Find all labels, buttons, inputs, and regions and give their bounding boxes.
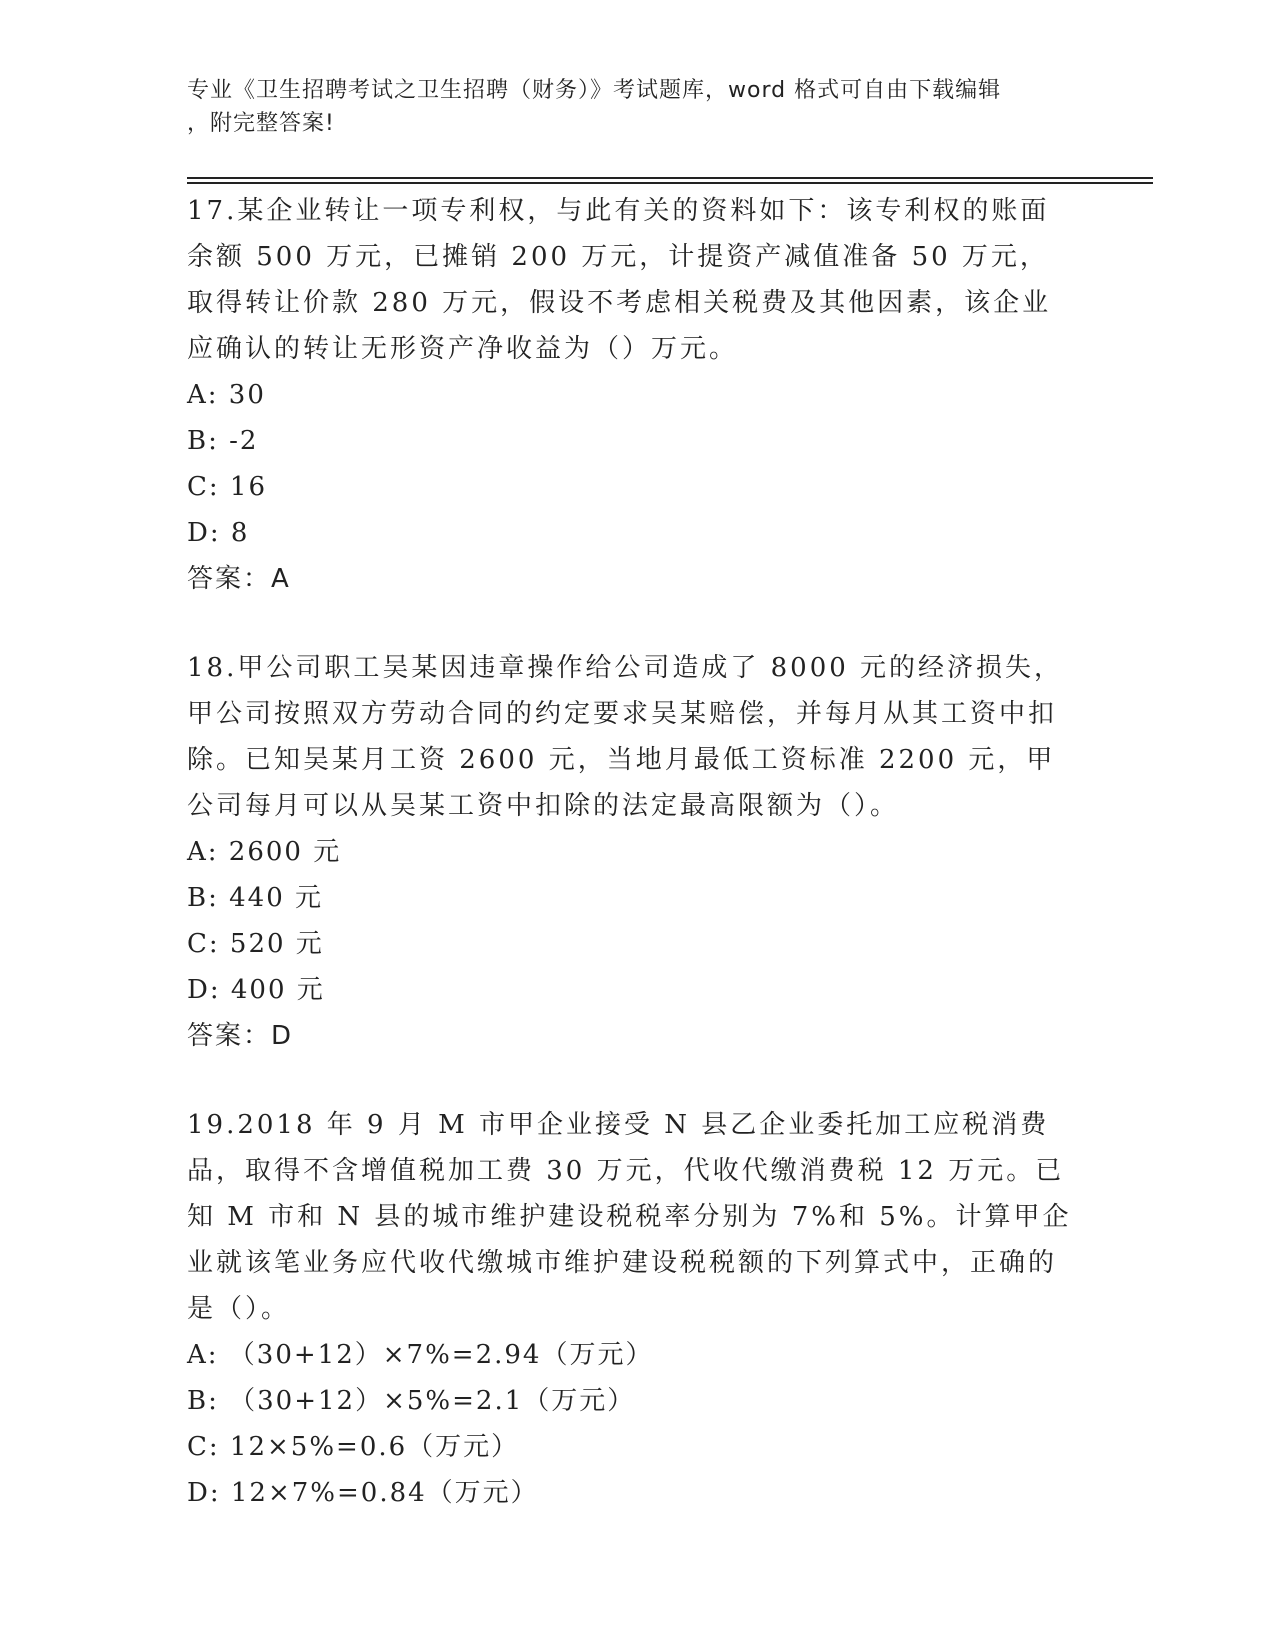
option-d: D: 12×7%=0.84（万元） [187, 1478, 539, 1508]
option-c: C: 16 [187, 472, 268, 502]
option-d: D: 400 元 [187, 975, 325, 1005]
question-19 [187, 1102, 1077, 1516]
answer-line: 答案：A [187, 564, 291, 594]
question-stem: 19.2018 年 9 月 M 市甲企业接受 N 县乙企业委托加工应税消费品，取得不含增值税加工费 30 万元，代收代缴消费税 12 万元。已知 M 市和 N 县的城市维护建设税税率分别为 7%和 5%。计算甲企业就该笔业务应代收代缴城市维护建设税税额的下列算式中，正确的是（）。 [187, 1110, 1072, 1324]
header-divider-bottom [187, 182, 1153, 184]
header-line-1: 专业《卫生招聘考试之卫生招聘（财务）》考试题库，word 格式可自由下载编辑 [187, 78, 1002, 103]
option-d: D: 8 [187, 518, 250, 548]
question-stem: 18.甲公司职工吴某因违章操作给公司造成了 8000 元的经济损失，甲公司按照双方劳动合同的约定要求吴某赔偿，并每月从其工资中扣除。已知吴某月工资 2600 元，当地月最低工资标准 2200 元，甲公司每月可以从吴某工资中扣除的法定最高限额为（）。 [187, 653, 1064, 821]
header-divider-top [187, 177, 1153, 179]
question-stem: 17.某企业转让一项专利权，与此有关的资料如下：该专利权的账面余额 500 万元，已摊销 200 万元，计提资产减值准备 50 万元，取得转让价款 280 万元，假设不考虑相关税费及其他因素，该企业应确认的转让无形资产净收益为（）万元。 [187, 196, 1052, 364]
answer-line: 答案：D [187, 1021, 294, 1051]
option-a: A: （30+12）×7%=2.94（万元） [187, 1340, 654, 1370]
option-a: A: 2600 元 [187, 837, 342, 867]
question-18 [187, 645, 1077, 1059]
option-a: A: 30 [187, 380, 266, 410]
option-list [187, 829, 1077, 1013]
option-c: C: 12×5%=0.6（万元） [187, 1432, 520, 1462]
option-list [187, 1332, 1077, 1516]
header-line-2: ，附完整答案! [187, 111, 335, 136]
question-17 [187, 188, 1077, 602]
option-b: B: 440 元 [187, 883, 324, 913]
document-header [187, 74, 1067, 140]
option-b: B: （30+12）×5%=2.1（万元） [187, 1386, 636, 1416]
option-b: B: -2 [187, 426, 259, 456]
option-list [187, 372, 1077, 556]
option-c: C: 520 元 [187, 929, 324, 959]
